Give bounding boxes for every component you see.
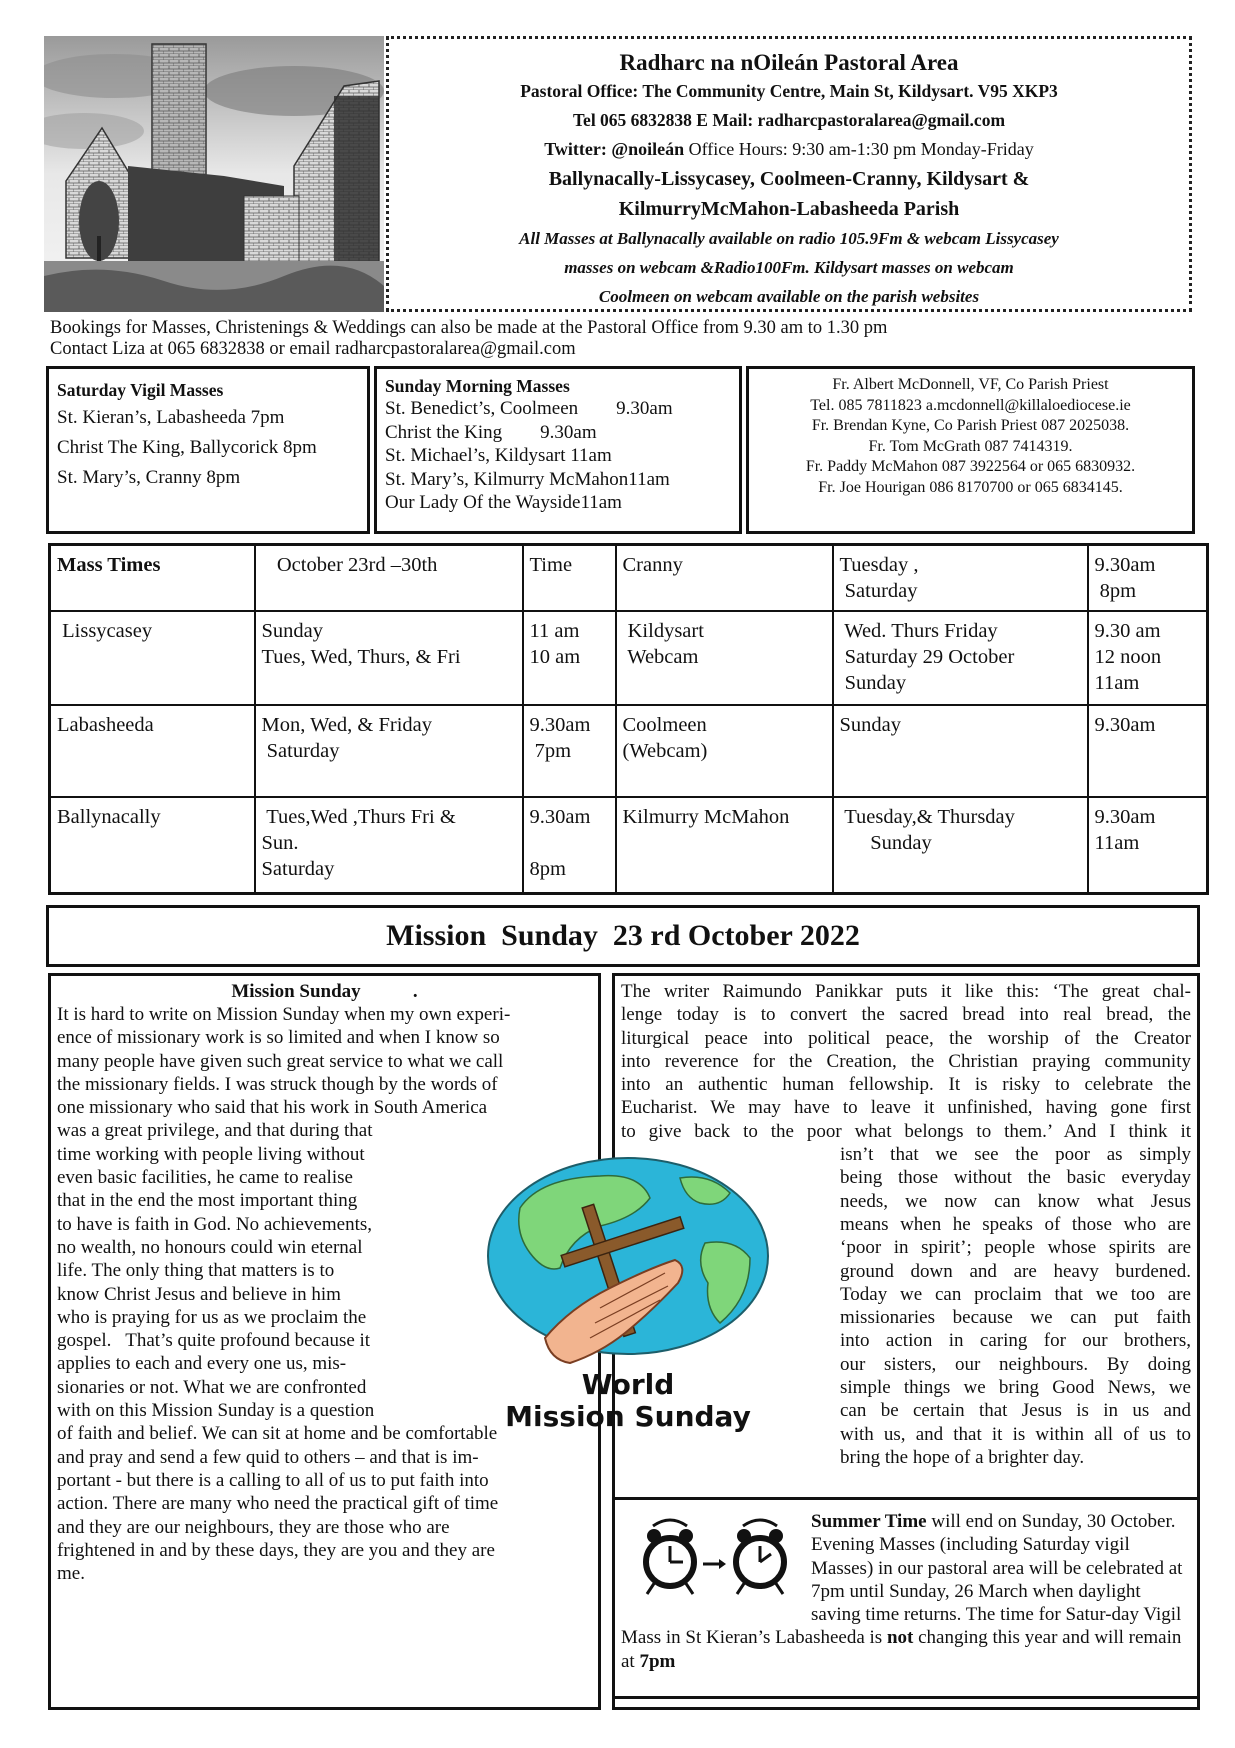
article-line: being those without the basic everyday bbox=[840, 1167, 1191, 1189]
vigil-mass-item: St. Mary’s, Cranny 8pm bbox=[57, 467, 241, 488]
article-line: bring the hope of a brighter day. bbox=[840, 1446, 1085, 1468]
alarm-clock-icon bbox=[646, 1520, 694, 1594]
priest-line: Fr. Brendan Kyne, Co Parish Priest 087 2025038. bbox=[811, 417, 1130, 434]
article-line: missionaries because we can put faith bbox=[840, 1307, 1191, 1329]
article-line: even basic facilities, he came to realise bbox=[57, 1167, 353, 1189]
table-cell: Mass Times bbox=[50, 545, 255, 611]
article-line: needs, we now can know what Jesus bbox=[840, 1190, 1191, 1212]
contact-line: Tel 065 6832838 E Mail: radharcpastoralarea@gmail.com bbox=[572, 110, 1006, 130]
sunday-mass-item: Our Lady Of the Wayside11am bbox=[385, 492, 622, 513]
twitter-office-hours bbox=[389, 135, 1189, 164]
sunday-morning-box bbox=[374, 366, 742, 534]
priest-line: Tel. 085 7811823 a.mcdonnell@killaloediocese.ie bbox=[810, 396, 1131, 414]
mass-times-table bbox=[48, 543, 1209, 895]
priest-line: Fr. Paddy McMahon 087 3922564 or 065 6830932. bbox=[805, 458, 1136, 475]
article-line: lenge today is to convert the sacred bread into real bread, the bbox=[621, 1004, 1191, 1026]
pastoral-office-address: Pastoral Office: The Community Centre, Main St, Kildysart. V95 XKP3 bbox=[520, 81, 1058, 101]
bookings-notice bbox=[50, 318, 887, 360]
priest-line: Fr. Tom McGrath 087 7414319. bbox=[868, 437, 1073, 455]
table-cell: Cranny bbox=[616, 545, 833, 611]
article-line: no wealth, no honours could win eternal bbox=[57, 1236, 363, 1258]
article-line: of faith and belief. We can sit at home and be comfortable bbox=[57, 1423, 498, 1445]
article-title: Mission Sunday . bbox=[231, 981, 418, 1002]
summer-time-text: will end on Sunday, 30 October. Evening Masses (including Saturday vigil Masses) in our pastoral area will be celebrated at 7pm until Sunday, 26 March when daylight saving time returns. The time for Satur-day Vigil Mass in St Kieran’s Labasheeda is bbox=[621, 1511, 1183, 1649]
article-line: into action in caring for our brothers, bbox=[840, 1330, 1191, 1352]
church-ruin-illustration bbox=[44, 36, 384, 312]
twitter-handle: Twitter: @noileán bbox=[544, 139, 685, 159]
saturday-vigil-title: Saturday Vigil Masses bbox=[57, 380, 224, 400]
article-line: to give back to the poor what belongs to them.’ And I think it bbox=[621, 1120, 1191, 1142]
alarm-clock-icon bbox=[736, 1520, 784, 1594]
article-line: ‘poor in spirit’; people whose spirits are bbox=[840, 1237, 1191, 1259]
not-emphasis: not bbox=[886, 1627, 914, 1649]
article-line: Today we can proclaim that we too are bbox=[840, 1283, 1191, 1305]
article-line: The writer Raimundo Panikkar puts it like this: ‘The great chal- bbox=[621, 981, 1191, 1002]
summer-time-label: Summer Time bbox=[811, 1511, 927, 1532]
table-cell: Sunday bbox=[833, 705, 1088, 797]
article-line: frightened in and by these days, they are you and they are bbox=[57, 1539, 495, 1561]
article-line: ence of missionary work is so limited and when I know so bbox=[57, 1027, 500, 1049]
vigil-time: 7pm bbox=[639, 1650, 676, 1672]
table-row bbox=[50, 545, 1208, 611]
bookings-line-1: Bookings for Masses, Christenings & Weddings can also be made at the Pastoral Office from 9.30 am to 1.30 pm bbox=[50, 318, 888, 338]
logo-words-mission-sunday: Mission Sunday bbox=[505, 1400, 751, 1433]
sunday-mass-item: St. Mary’s, Kilmurry McMahon11am bbox=[385, 468, 670, 490]
office-hours: Office Hours: 9:30 am-1:30 pm Monday-Friday bbox=[684, 139, 1034, 159]
article-line: simple things we bring Good News, we bbox=[840, 1377, 1191, 1399]
article-line: with on this Mission Sunday is a question bbox=[57, 1400, 375, 1422]
article-line: many people have given such great service to what we call bbox=[57, 1050, 504, 1072]
world-mission-sunday-logo bbox=[450, 1148, 800, 1448]
sunday-mass-item: St. Michael’s, Kildysart 11am bbox=[385, 445, 612, 466]
article-line: the missionary fields. I was struck though by the words of bbox=[57, 1073, 498, 1095]
article-line: can be certain that Jesus is in us and bbox=[840, 1400, 1191, 1422]
divider bbox=[615, 1696, 1197, 1699]
priest-line: Fr. Joe Hourigan 086 8170700 or 065 6834145. bbox=[818, 478, 1123, 496]
table-row bbox=[50, 611, 1208, 705]
parishes-line-2: KilmurryMcMahon-Labasheeda Parish bbox=[618, 198, 960, 220]
pastoral-area-header bbox=[386, 36, 1192, 312]
article-line: that in the end the most important thing bbox=[57, 1190, 358, 1212]
article-line: our sisters, our neighbours. By doing bbox=[840, 1353, 1191, 1375]
mission-sunday-heading: Mission Sunday 23 rd October 2022 bbox=[46, 905, 1200, 967]
article-line: applies to each and every one us, mis- bbox=[57, 1353, 347, 1375]
table-cell: Ballynacally bbox=[50, 797, 255, 894]
sunday-mass-item: Christ the King 9.30am bbox=[385, 421, 597, 443]
priests-box bbox=[746, 366, 1195, 534]
logo-word-world: World bbox=[581, 1368, 675, 1401]
table-cell: Lissycasey bbox=[50, 611, 255, 705]
article-line: and they are our neighbours, they are those who are bbox=[57, 1516, 450, 1538]
article-line: into an authentic human fellowship. It is risky to celebrate the bbox=[621, 1074, 1191, 1096]
parishes-line-1: Ballynacally-Lissycasey, Coolmeen-Cranny, Kildysart & bbox=[548, 168, 1030, 190]
table-cell: Tuesday,& Thursday Sunday bbox=[833, 797, 1088, 894]
table-cell: Kildysart Webcam bbox=[616, 611, 833, 705]
article-line: into reverence for the Creation, the Christian praying community bbox=[621, 1050, 1191, 1072]
table-cell: 9.30am 7pm bbox=[523, 705, 616, 797]
article-line: It is hard to write on Mission Sunday when my own experi- bbox=[57, 1004, 511, 1025]
table-cell: October 23rd –30th bbox=[255, 545, 523, 611]
table-cell: 9.30am 11am bbox=[1088, 797, 1208, 894]
broadcast-line-3: Coolmeen on webcam available on the parish websites bbox=[598, 287, 980, 306]
article-line: action. There are many who need the practical gift of time bbox=[57, 1493, 499, 1515]
vigil-mass-item: St. Kieran’s, Labasheeda 7pm bbox=[57, 407, 285, 428]
arrow-right-icon bbox=[703, 1559, 726, 1569]
table-cell: Tuesday , Saturday bbox=[833, 545, 1088, 611]
table-cell: 9.30am 8pm bbox=[1088, 545, 1208, 611]
article-line: me. bbox=[57, 1563, 85, 1585]
article-column bbox=[840, 1143, 1191, 1469]
table-cell: Time bbox=[523, 545, 616, 611]
article-line: gospel. That’s quite profound because it bbox=[57, 1330, 371, 1352]
article-line: means when he speaks of those who are bbox=[840, 1213, 1191, 1235]
article-line: portant - but there is a calling to all of us to put faith into bbox=[57, 1469, 489, 1491]
table-cell: 11 am 10 am bbox=[523, 611, 616, 705]
clock-change-icon bbox=[633, 1514, 803, 1604]
pastoral-area-title: Radharc na nOileán Pastoral Area bbox=[619, 50, 959, 75]
bookings-line-2: Contact Liza at 065 6832838 or email radharcpastoralarea@gmail.com bbox=[50, 339, 576, 359]
article-line: isn’t that we see the poor as simply bbox=[840, 1144, 1191, 1166]
article-line: time working with people living without bbox=[57, 1143, 365, 1165]
table-cell: Coolmeen (Webcam) bbox=[616, 705, 833, 797]
broadcast-line-1: All Masses at Ballynacally available on radio 105.9Fm & webcam Lissycasey bbox=[519, 229, 1059, 248]
table-cell: Wed. Thurs Friday Saturday 29 October Sunday bbox=[833, 611, 1088, 705]
article-line: life. The only thing that matters is to bbox=[57, 1260, 335, 1282]
article-line: sionaries or not. What we are confronted bbox=[57, 1376, 367, 1398]
article-line: one missionary who said that his work in South America bbox=[57, 1097, 488, 1119]
article-line: liturgical peace into political peace, the worship of the Creator bbox=[621, 1027, 1191, 1049]
article-line: know Christ Jesus and believe in him bbox=[57, 1283, 341, 1305]
priest-line: Fr. Albert McDonnell, VF, Co Parish Priest bbox=[832, 376, 1109, 393]
sunday-mass-item: St. Benedict’s, Coolmeen 9.30am bbox=[385, 398, 673, 419]
vigil-mass-item: Christ The King, Ballycorick 8pm bbox=[57, 437, 317, 458]
summer-time-notice bbox=[615, 1497, 1197, 1707]
article-line: with us, and that it is within all of us to bbox=[840, 1423, 1191, 1445]
sunday-morning-title: Sunday Morning Masses bbox=[385, 376, 570, 396]
table-cell: 9.30 am 12 noon 11am bbox=[1088, 611, 1208, 705]
table-cell: Sunday Tues, Wed, Thurs, & Fri bbox=[255, 611, 523, 705]
table-cell: 9.30am 8pm bbox=[523, 797, 616, 894]
article-line: was a great privilege, and that during that bbox=[57, 1120, 373, 1142]
article-top-block bbox=[615, 976, 1197, 1143]
broadcast-line-2: masses on webcam &Radio100Fm. Kildysart masses on webcam bbox=[564, 258, 1014, 277]
table-cell: Tues,Wed ,Thurs Fri & Sun. Saturday bbox=[255, 797, 523, 894]
article-line: who is praying for us as we proclaim the bbox=[57, 1306, 367, 1328]
table-cell: Mon, Wed, & Friday Saturday bbox=[255, 705, 523, 797]
table-row bbox=[50, 797, 1208, 894]
article-line: and pray and send a few quid to others – and that is im- bbox=[57, 1446, 479, 1468]
article-line: ground down and are heavy burdened. bbox=[840, 1260, 1191, 1282]
table-row bbox=[50, 705, 1208, 797]
table-cell: Labasheeda bbox=[50, 705, 255, 797]
summer-time-text-2: changing this year and will remain at bbox=[621, 1627, 1182, 1672]
article-line: Eucharist. We may have to leave it unfinished, having gone first bbox=[621, 1097, 1191, 1119]
table-cell: 9.30am bbox=[1088, 705, 1208, 797]
saturday-vigil-box bbox=[46, 366, 370, 534]
article-line: to have is faith in God. No achievements, bbox=[57, 1213, 373, 1235]
table-cell: Kilmurry McMahon bbox=[616, 797, 833, 894]
